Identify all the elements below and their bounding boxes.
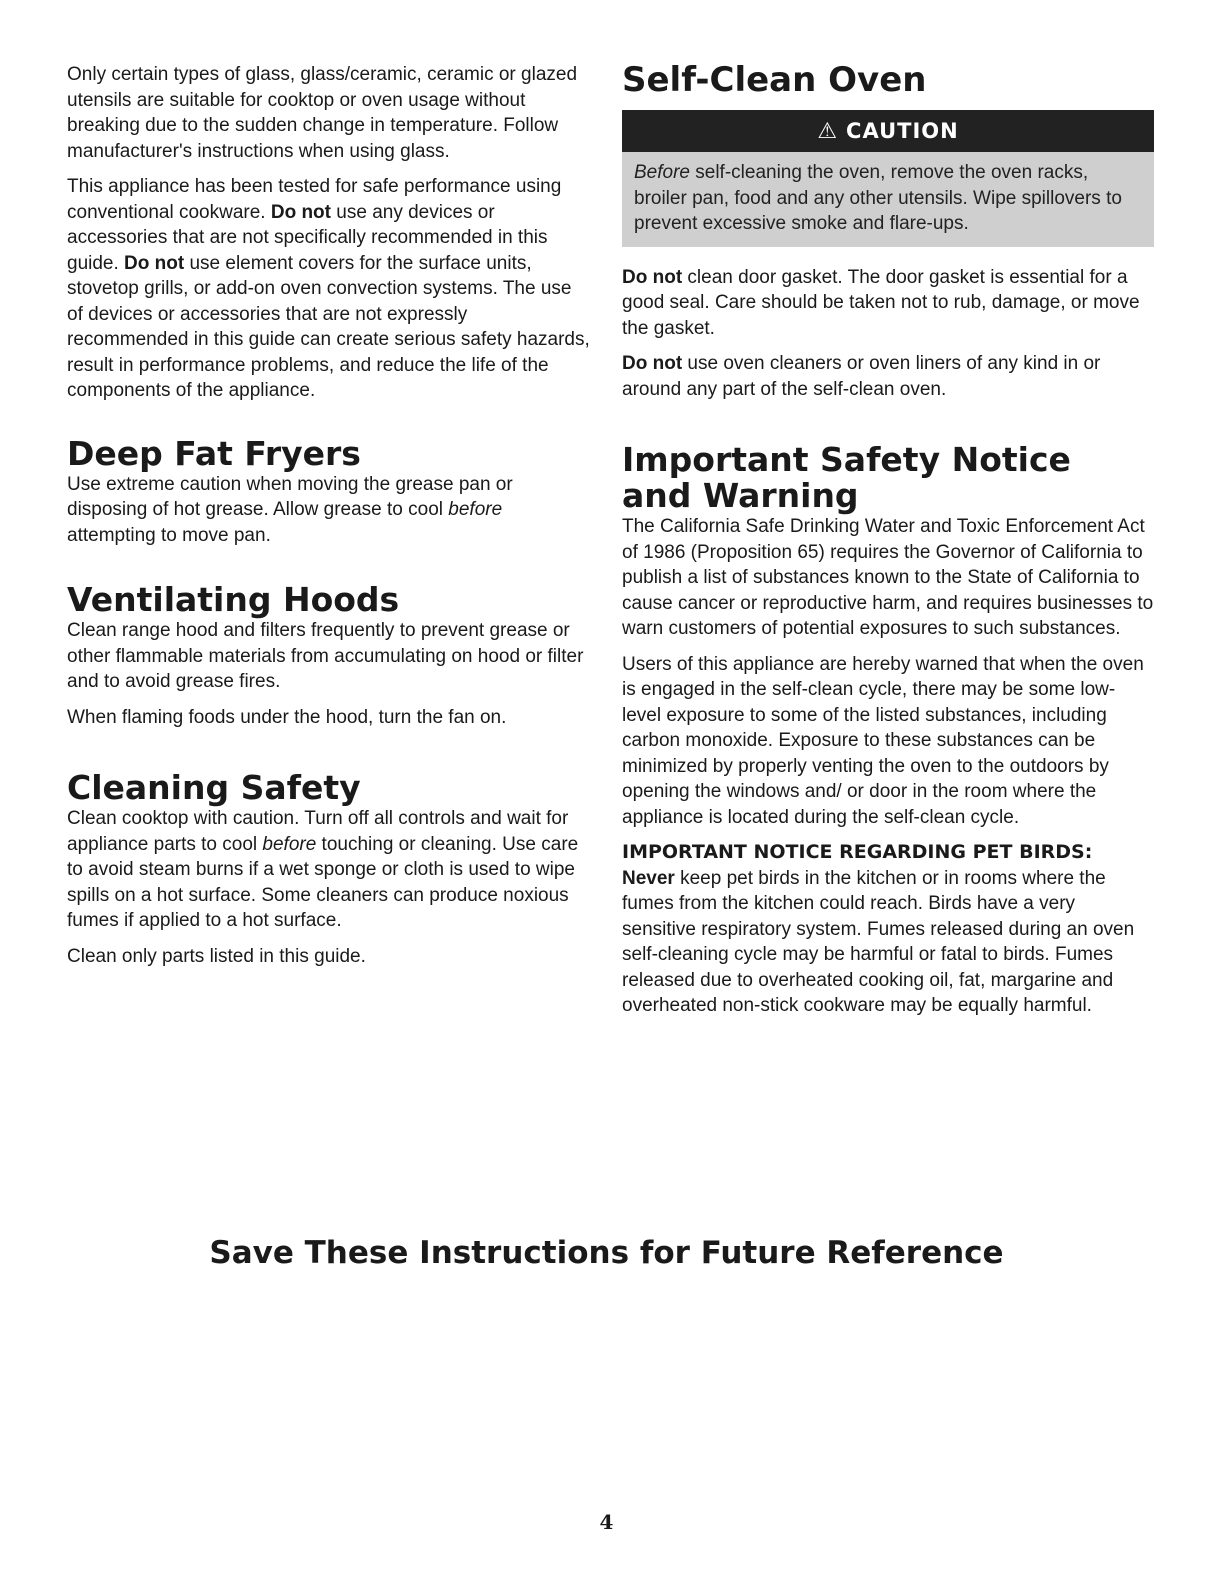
caution-bar: [622, 110, 1154, 152]
vent-paragraph-2: When flaming foods under the hood, turn the fan on.: [67, 706, 507, 728]
before-emphasis-2: before: [262, 833, 317, 855]
intro-p2-text-b: use any devices or accessories that are not specifically recommended in this guide.: [67, 201, 548, 274]
caution-body-text: self-cleaning the oven, remove the oven racks, broiler pan, food and any other utensils. Wipe spillovers to prevent excessive smoke and flare-ups.: [634, 162, 1122, 234]
cleaning-text-a: Clean cooktop with caution. Turn off all controls and wait for appliance parts to cool: [67, 808, 569, 855]
caution-box: [622, 110, 1154, 247]
do-not-emphasis: Do not: [270, 201, 331, 223]
important-heading-line-1: Important Safety Notice: [622, 440, 1071, 479]
pet-birds-paragraph: [622, 866, 1154, 1019]
left-column: [67, 62, 592, 979]
cleaning-paragraph-1: [67, 806, 592, 934]
deep-fat-paragraph: [67, 472, 592, 549]
intro-paragraph-1: Only certain types of glass, glass/ceramic, ceramic or glazed utensils are suitable for cooktop or oven usage without breaking due to the sudden change in temperature. Follow manufacturer's instructions when using glass.: [67, 64, 578, 162]
self-clean-oven-heading: Self-Clean Oven: [622, 60, 927, 100]
before-emphasis: before: [448, 499, 503, 520]
caution-text: [622, 152, 1154, 247]
deep-fat-text-b: attempting to move pan.: [67, 524, 271, 546]
liners-text: use oven cleaners or oven liners of any kind in or around any part of the self-clean oven.: [622, 353, 1101, 400]
important-heading-line-2: and Warning: [622, 476, 859, 515]
gasket-paragraph: [622, 265, 1154, 342]
cleaning-paragraph-2: Clean only parts listed in this guide.: [67, 945, 366, 967]
pet-birds-text: keep pet birds in the kitchen or in rooms where the fumes from the kitchen could reach. Birds have a very sensitive respiratory system. Fumes released during an oven self-cleaning cycle may be harmful or fatal to birds. Fumes released due to overheated cooking oil, fat, margarine and overheated non-stick cookware may be equally harmful.: [622, 867, 1135, 1016]
caution-label: CAUTION: [846, 119, 959, 143]
ventilating-hoods-heading: Ventilating Hoods: [67, 580, 400, 619]
right-column: [622, 62, 1154, 1029]
pet-birds-heading: IMPORTANT NOTICE REGARDING PET BIRDS:: [622, 841, 1093, 863]
intro-p2-text-c: use element covers for the surface units, stovetop grills, or add-on oven convection systems. The use of devices or accessories that are not expressly recommended in this guide can create serious safety hazards, result in performance problems, and reduce the life of the components of the appliance.: [67, 252, 590, 401]
never-emphasis: Never: [622, 867, 675, 889]
warning-triangle-icon: ⚠: [817, 118, 839, 144]
prop65-paragraph: The California Safe Drinking Water and Toxic Enforcement Act of 1986 (Proposition 65) requires the Governor of California to publish a list of substances known to the State of California to cause cancer or reproductive harm, and requires businesses to warn customers of potential exposures to such substances.: [622, 516, 1154, 639]
cleaning-safety-heading: Cleaning Safety: [67, 768, 361, 807]
page-number: 4: [599, 1510, 614, 1534]
cleaning-text-b: touching or cleaning. Use care to avoid steam burns if a wet sponge or cloth is used to wipe spills on a hot surface. Some cleaners can produce noxious fumes if applied to a hot surface.: [67, 833, 579, 931]
important-safety-heading: [622, 442, 1154, 514]
gasket-text: clean door gasket. The door gasket is essential for a good seal. Care should be taken not to rub, damage, or move the gasket.: [622, 266, 1140, 339]
intro-p2-text-a: This appliance has been tested for safe performance using conventional cookware.: [67, 176, 562, 223]
deep-fat-fryers-heading: Deep Fat Fryers: [67, 433, 361, 473]
liners-paragraph: [622, 351, 1154, 402]
users-warning-paragraph: Users of this appliance are hereby warned that when the oven is engaged in the self-clean cycle, there may be some low-level exposure to some of the listed substances, including carbon monoxide. Exposure to these substances can be minimized by properly venting the oven to the outdoors by opening the windows and/ or door in the room where the appliance is located during the self-clean cycle.: [622, 653, 1144, 828]
deep-fat-text-a: Use extreme caution when moving the grease pan or disposing of hot grease. Allow grease to cool: [67, 473, 513, 520]
do-not-emphasis-4: Do not: [622, 353, 683, 374]
caution-before-emphasis: Before: [634, 162, 690, 183]
intro-paragraph-2: [67, 174, 592, 404]
vent-paragraph-1: Clean range hood and filters frequently to prevent grease or other flammable materials from accumulating on hood or filter and to avoid grease fires.: [67, 620, 584, 692]
save-instructions-title: Save These Instructions for Future Reference: [209, 1235, 1004, 1271]
do-not-emphasis-2: Do not: [124, 252, 185, 274]
do-not-emphasis-3: Do not: [622, 266, 683, 288]
